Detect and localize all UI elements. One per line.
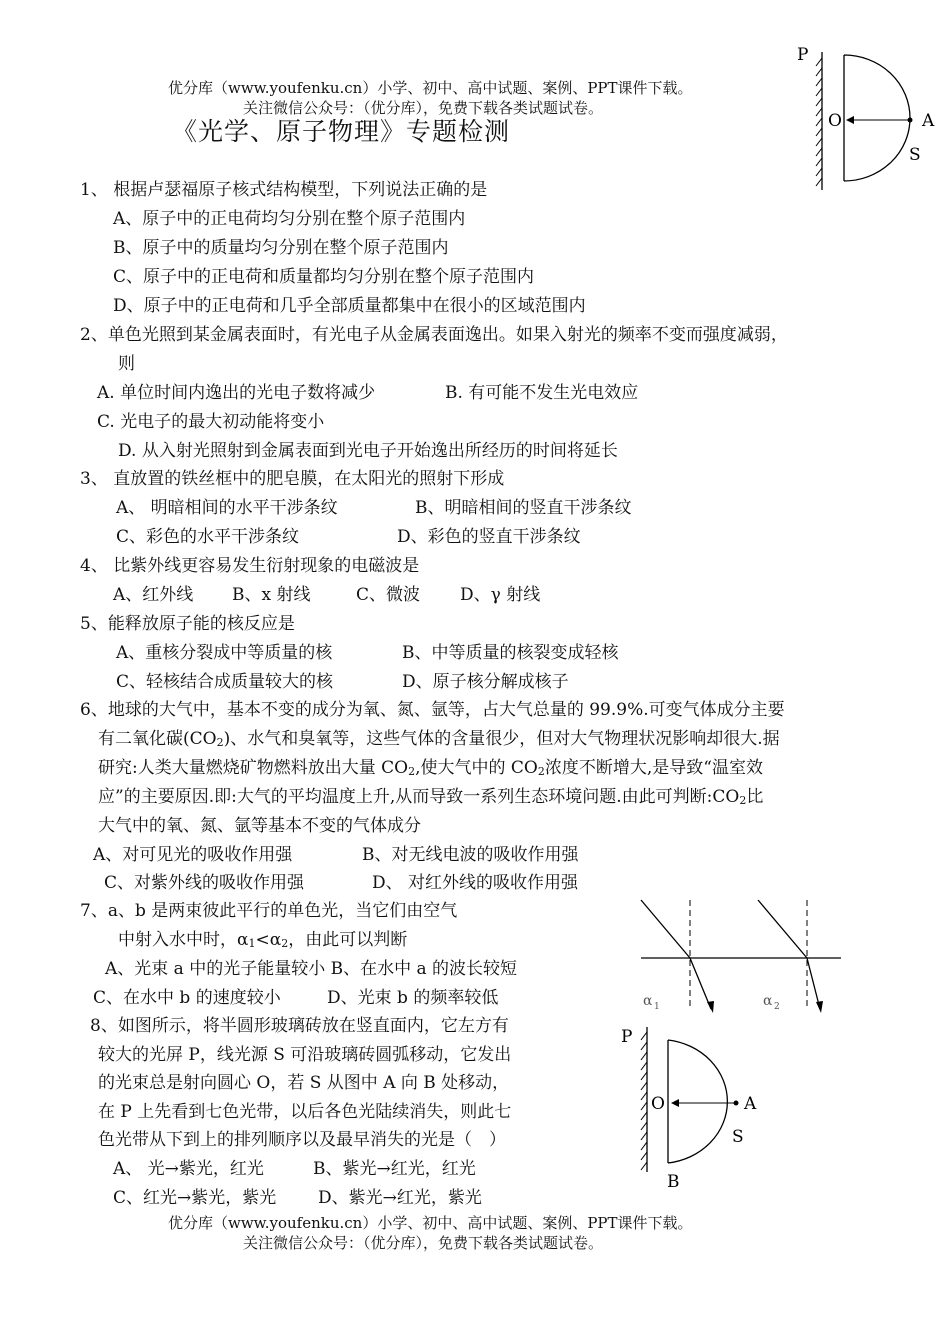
q4-option-c: C、微波 <box>356 585 421 605</box>
q6-option-a: A、对可见光的吸收作用强 <box>93 845 293 865</box>
q7-line-1: 7、a、b 是两束彼此平行的单色光，当它们由空气 <box>80 901 458 921</box>
q3-option-a: A、 明暗相间的水平干涉条纹 <box>116 498 338 518</box>
header-line-1: 优分库（www.youfenku.cn）小学、初中、高中试题、案例、PPT课件下载。 <box>168 79 693 97</box>
q6-option-b: B、对无线电波的吸收作用强 <box>362 845 579 865</box>
q8-line-1: 8、如图所示，将半圆形玻璃砖放在竖直面内，它左方有 <box>90 1016 509 1036</box>
fig-alpha-2-sub: 2 <box>774 1002 780 1012</box>
q1-option-b: B、原子中的质量均匀分别在整个原子范围内 <box>113 238 449 258</box>
q2-option-d: D. 从入射光照射到金属表面到光电子开始逸出所经历的时间将延长 <box>118 441 618 461</box>
top-fig-label-o: O <box>828 111 842 131</box>
q8-line-3: 的光束总是射向圆心 O，若 S 从图中 A 向 B 处移动， <box>98 1073 510 1093</box>
q2-stem: 2、单色光照到某金属表面时，有光电子从金属表面逸出。如果入射光的频率不变而强度减弱， <box>80 325 788 345</box>
q6-line-3: 研究:人类大量燃烧矿物燃料放出大量 $CO_2$,使大气中的 $CO_2$浓度不断增大,是导致“温室效 <box>98 758 763 778</box>
q8-option-c: C、红光→紫光，紫光 <box>113 1188 277 1208</box>
q5-option-b: B、中等质量的核裂变成轻核 <box>402 643 619 663</box>
fig-alpha-2: α <box>763 993 773 1009</box>
top-fig-label-s: S <box>909 145 921 165</box>
header-line-2: 关注微信公众号：（优分库），免费下载各类试题试卷。 <box>243 99 604 117</box>
q7-line-2: 中射入水中时，$\alpha_1<\alpha_2$，由此可以判断 <box>118 930 408 950</box>
refraction-figure <box>635 895 850 1015</box>
q4-option-b: B、x 射线 <box>232 585 311 605</box>
fig-alpha-1: α <box>643 993 653 1009</box>
fig-alpha-1-sub: 1 <box>654 1002 660 1012</box>
q8-fig-label-o: O <box>651 1094 665 1114</box>
top-fig-label-a: A <box>922 111 935 131</box>
q8-fig-label-p: P <box>621 1027 633 1047</box>
q6-option-d: D、 对红外线的吸收作用强 <box>372 873 579 893</box>
footer-line-1: 优分库（www.youfenku.cn）小学、初中、高中试题、案例、PPT课件下载。 <box>168 1214 693 1232</box>
q7-option-c: C、在水中 b 的速度较小 <box>93 988 281 1008</box>
top-semicircle-figure <box>790 40 940 200</box>
q8-fig-label-a: A <box>744 1094 757 1114</box>
q1-stem: 1、 根据卢瑟福原子核式结构模型，下列说法正确的是 <box>80 180 488 200</box>
footer-line-2: 关注微信公众号：（优分库），免费下载各类试题试卷。 <box>243 1234 604 1252</box>
q4-stem: 4、 比紫外线更容易发生衍射现象的电磁波是 <box>80 556 420 576</box>
q7-options-ab: A、光束 a 中的光子能量较小 B、在水中 a 的波长较短 <box>105 959 518 979</box>
q8-option-a: A、 光→紫光，红光 <box>113 1159 264 1179</box>
q8-line-2: 较大的光屏 P，线光源 S 可沿玻璃砖圆弧移动，它发出 <box>98 1045 512 1065</box>
q1-option-d: D、原子中的正电荷和几乎全部质量都集中在很小的区域范围内 <box>113 296 586 316</box>
q6-option-c: C、对紫外线的吸收作用强 <box>104 873 305 893</box>
q2-stem-cont: 则 <box>118 354 135 374</box>
q5-option-d: D、原子核分解成核子 <box>402 672 569 692</box>
q8-option-d: D、紫光→红光，紫光 <box>318 1188 482 1208</box>
q3-option-d: D、彩色的竖直干涉条纹 <box>397 527 581 547</box>
q5-stem: 5、能释放原子能的核反应是 <box>80 614 295 634</box>
q8-fig-label-s: S <box>732 1127 744 1147</box>
q2-option-b: B. 有可能不发生光电效应 <box>445 383 639 403</box>
q8-line-4: 在 P 上先看到七色光带，以后各色光陆续消失，则此七 <box>98 1102 512 1122</box>
top-fig-label-p: P <box>797 45 809 65</box>
q8-semicircle-figure <box>615 1022 775 1192</box>
page-title: 《光学、原子物理》专题检测 <box>172 117 511 146</box>
q1-option-a: A、原子中的正电荷均匀分别在整个原子范围内 <box>113 209 466 229</box>
q8-option-b: B、紫光→红光，红光 <box>313 1159 476 1179</box>
q5-option-c: C、轻核结合成质量较大的核 <box>116 672 334 692</box>
q6-line-4: 应”的主要原因.即:大气的平均温度上升,从而导致一系列生态环境问题.由此可判断$:CO_2$比 <box>98 787 764 807</box>
q2-option-c: C. 光电子的最大初动能将变小 <box>97 412 325 432</box>
q4-option-d: D、γ 射线 <box>460 585 541 605</box>
q6-line-5: 大气中的氧、氮、氩等基本不变的气体成分 <box>98 816 421 836</box>
q6-line-1: 6、地球的大气中，基本不变的成分为氧、氮、氩等，占大气总量的 99.9%.可变气体成分主要 <box>80 700 785 720</box>
q4-option-a: A、红外线 <box>113 585 194 605</box>
q3-stem: 3、 直放置的铁丝框中的肥皂膜，在太阳光的照射下形成 <box>80 469 505 489</box>
q3-option-b: B、明暗相间的竖直干涉条纹 <box>415 498 632 518</box>
q8-fig-label-b: B <box>667 1172 680 1192</box>
q1-option-c: C、原子中的正电荷和质量都均匀分别在整个原子范围内 <box>113 267 535 287</box>
q2-option-a: A. 单位时间内逸出的光电子数将减少 <box>97 383 376 403</box>
q7-option-d: D、光束 b 的频率较低 <box>327 988 499 1008</box>
q5-option-a: A、重核分裂成中等质量的核 <box>116 643 333 663</box>
q6-line-2: 有二氧化碳$(CO_2)$、水气和臭氧等，这些气体的含量很少，但对大气物理状况影响却很大.据 <box>98 729 780 749</box>
q3-option-c: C、彩色的水平干涉条纹 <box>116 527 300 547</box>
q8-line-5: 色光带从下到上的排列顺序以及最早消失的光是（ ） <box>98 1130 506 1150</box>
